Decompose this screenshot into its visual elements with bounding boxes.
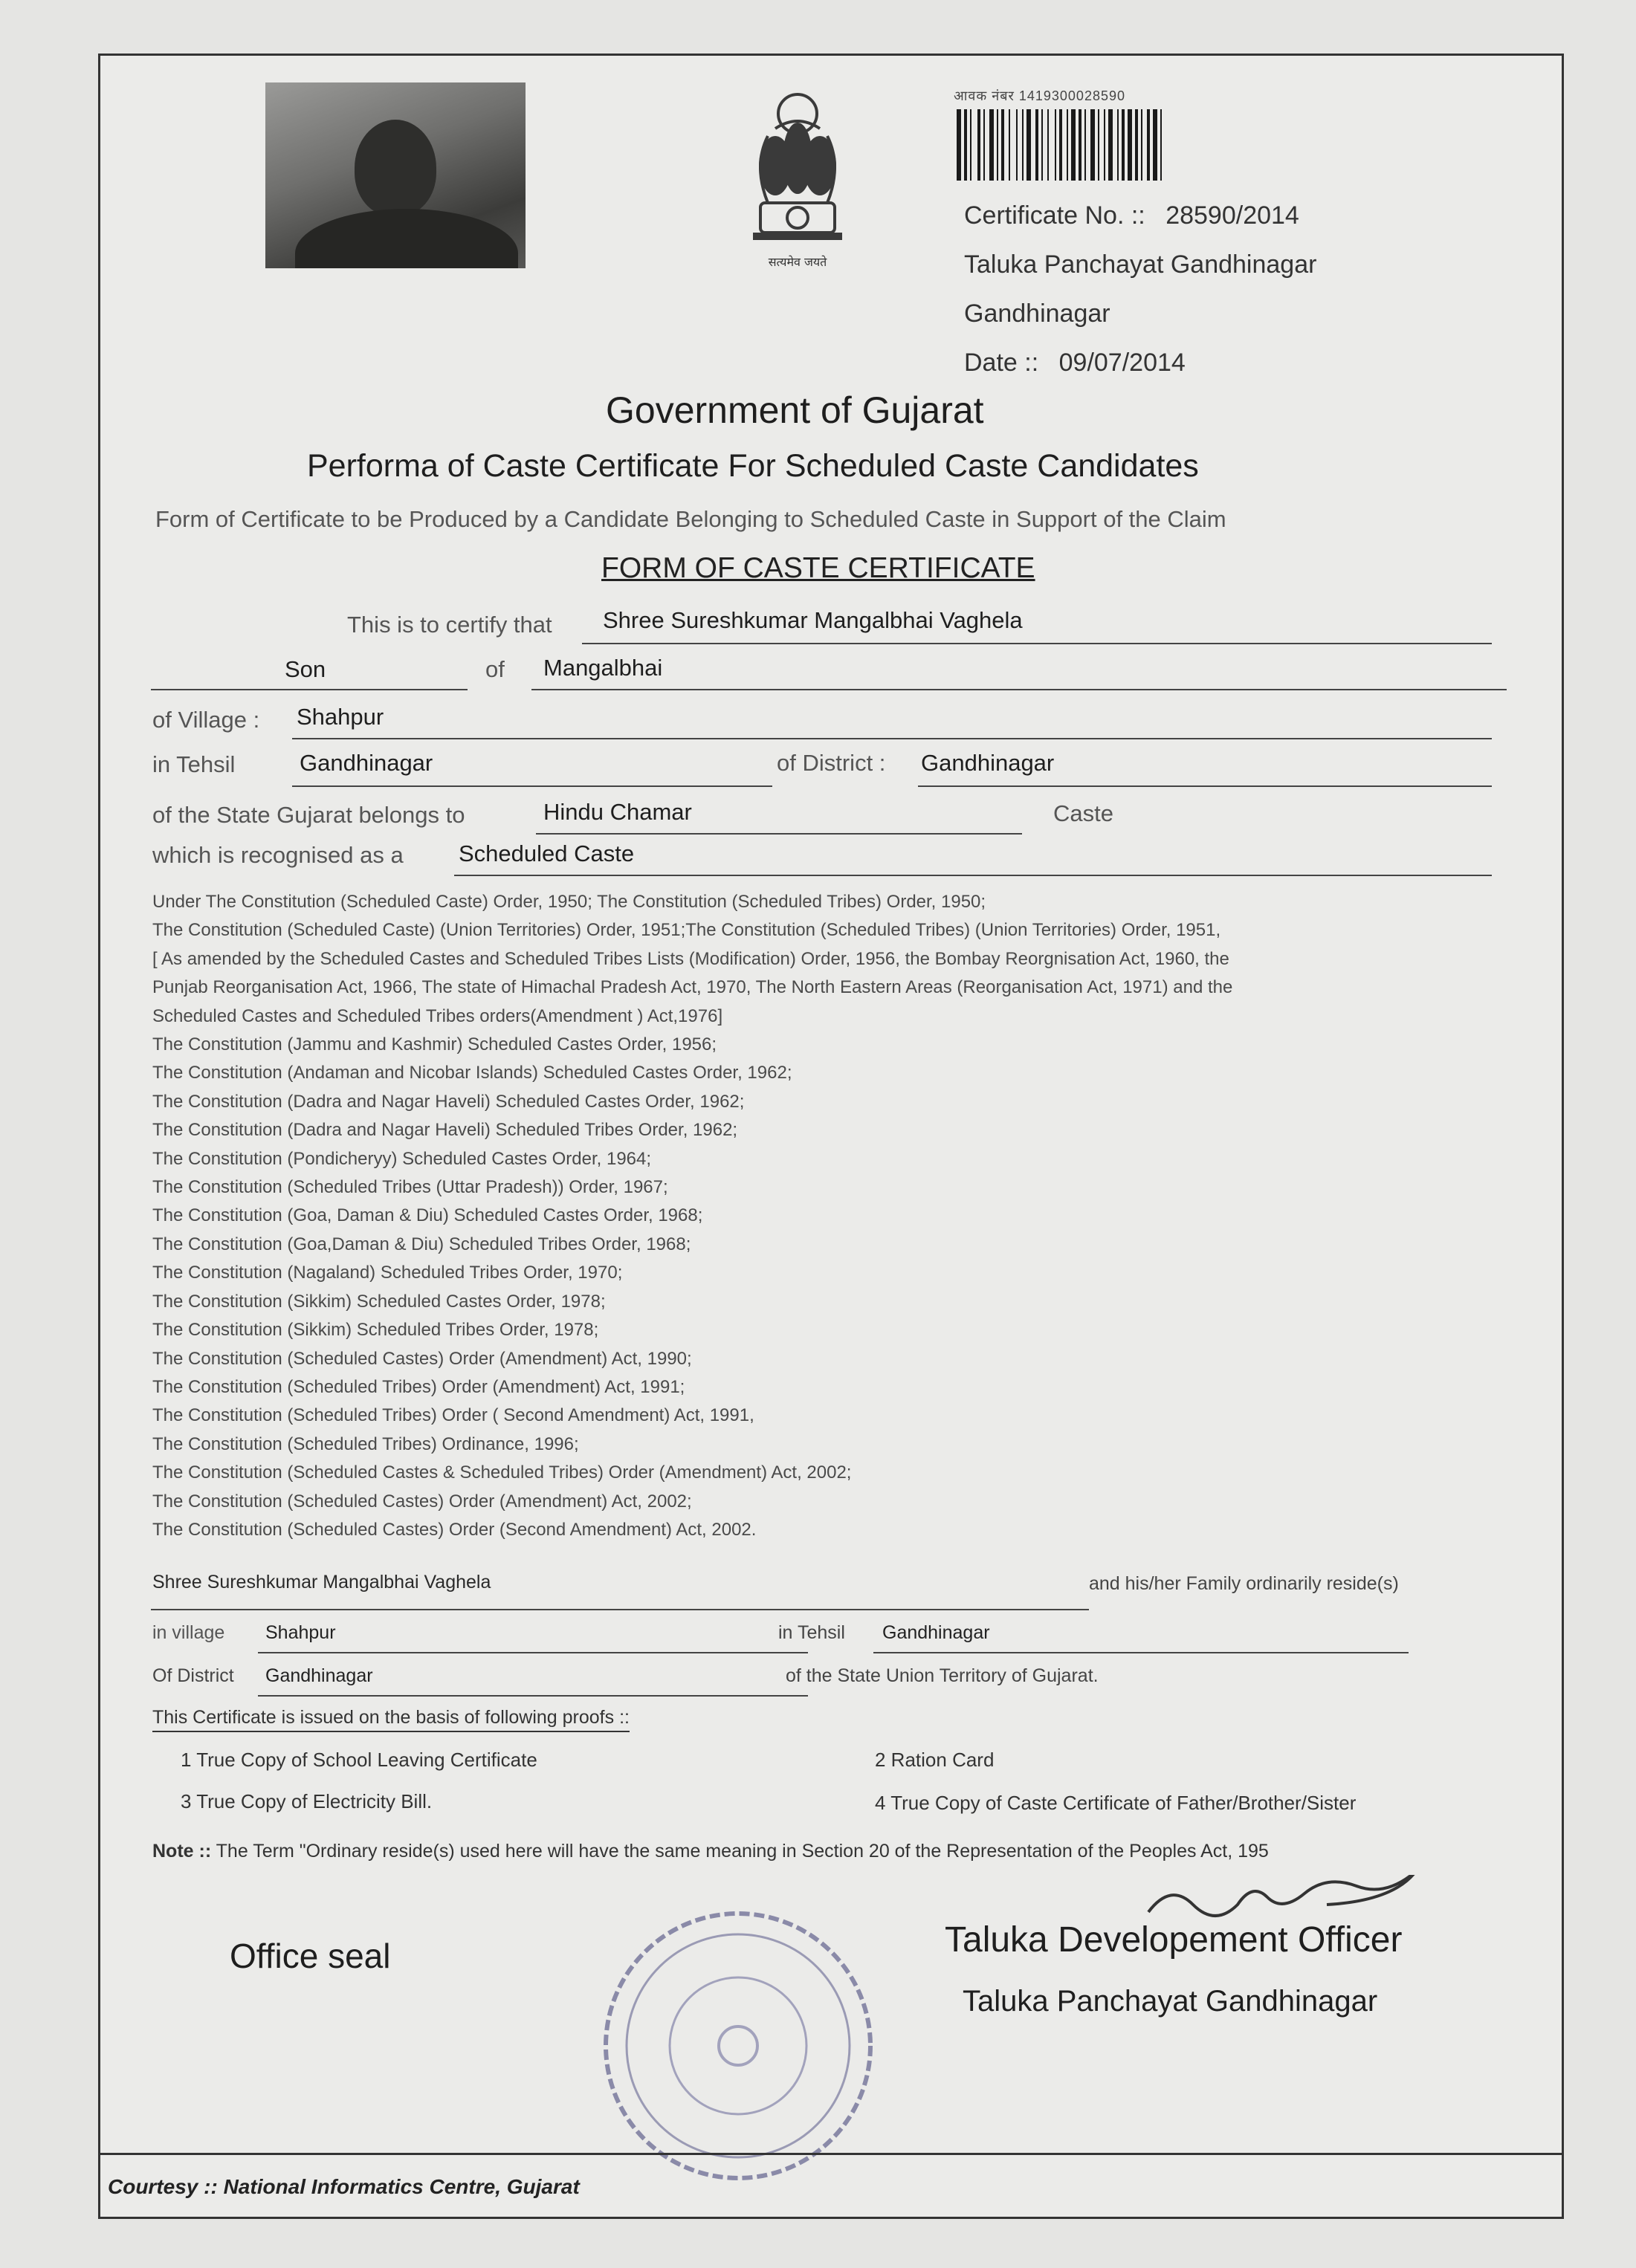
constitution-order-line: The Constitution (Pondicheryy) Scheduled Castes Order, 1964; — [152, 1148, 652, 1169]
note-label: Note :: — [152, 1841, 212, 1862]
relation-value: Son — [285, 656, 326, 682]
constitution-order-line: The Constitution (Sikkim) Scheduled Tribes Order, 1978; — [152, 1320, 599, 1341]
residence-village-underline — [258, 1652, 808, 1653]
office-line1: Taluka Panchayat Gandhinagar — [964, 250, 1317, 279]
constitution-order-line: The Constitution (Scheduled Castes & Scheduled Tribes) Order (Amendment) Act, 2002; — [152, 1462, 852, 1483]
barcode-bar — [1041, 109, 1043, 181]
barcode-bar — [1059, 109, 1062, 181]
barcode-bar — [1047, 109, 1049, 181]
reside-text: and his/her Family ordinarily reside(s) — [1089, 1573, 1399, 1594]
residence-district-underline — [258, 1695, 808, 1697]
barcode-bar — [989, 109, 994, 181]
district-label: of District : — [777, 750, 886, 776]
constitution-order-line: The Constitution (Dadra and Nagar Haveli) Scheduled Castes Order, 1962; — [152, 1091, 745, 1112]
caste-label: Caste — [1053, 800, 1113, 826]
date-value: 09/07/2014 — [1058, 349, 1186, 377]
barcode-bar — [1104, 109, 1105, 181]
form-heading: FORM OF CASTE CERTIFICATE — [601, 552, 1035, 584]
candidate-name: Shree Sureshkumar Mangalbhai Vaghela — [603, 607, 1023, 633]
note-text: The Term "Ordinary reside(s) used here will have the same meaning in Section 20 of the Representation of the Peoples Act, 195 — [216, 1841, 1269, 1862]
caste-underline — [536, 833, 1022, 835]
certificate-sheet — [98, 54, 1564, 2219]
barcode-label: आवक नंबर 1419300028590 — [954, 88, 1125, 103]
barcode-bar — [1108, 109, 1113, 181]
courtesy-text: Courtesy :: National Informatics Centre, Gujarat — [108, 2175, 580, 2198]
constitution-order-line: The Constitution (Scheduled Tribes) Order (Amendment) Act, 1991; — [152, 1376, 685, 1397]
this-is-to-certify-label: This is to certify that — [347, 612, 552, 638]
barcode-bar — [1022, 109, 1024, 181]
constitution-order-line: Scheduled Castes and Scheduled Tribes orders(Amendment ) Act,1976] — [152, 1005, 723, 1026]
proof-item-1: 1 True Copy of School Leaving Certificate — [181, 1749, 537, 1771]
barcode-bar — [1009, 109, 1010, 181]
office-line2: Gandhinagar — [964, 299, 1110, 328]
tehsil-label: in Tehsil — [152, 751, 236, 777]
constitution-order-line: Punjab Reorganisation Act, 1966, The state of Himachal Pradesh Act, 1970, The North Eastern Areas (Reorganisation Act, 1971) and the — [152, 977, 1233, 998]
certificate-no-label: Certificate No. :: — [964, 201, 1145, 230]
proof-item-2: 2 Ration Card — [875, 1749, 995, 1771]
constitution-order-line: The Constitution (Scheduled Caste) (Union Territories) Order, 1951;The Constitution (Scheduled Tribes) (Union Territories) Order, 1951, — [152, 920, 1221, 941]
constitution-order-line: Under The Constitution (Scheduled Caste) Order, 1950; The Constitution (Scheduled Tribes) Order, 1950; — [152, 892, 986, 912]
office-seal-stamp-icon — [597, 1905, 879, 2187]
recognised-underline — [454, 875, 1492, 876]
form-of-certificate-text: Form of Certificate to be Produced by a Candidate Belonging to Scheduled Caste in Support of the Claim — [155, 506, 1226, 532]
state-belongs-label: of the State Gujarat belongs to — [152, 802, 465, 828]
tehsil-underline — [292, 785, 772, 787]
residence-name: Shree Sureshkumar Mangalbhai Vaghela — [152, 1572, 491, 1593]
residence-state-text: of the State Union Territory of Gujarat. — [786, 1665, 1099, 1686]
barcode-bar — [1135, 109, 1138, 181]
barcode-bar — [957, 109, 961, 181]
village-underline — [292, 738, 1492, 739]
barcode-bar — [1153, 109, 1157, 181]
date-row — [964, 349, 1186, 378]
tehsil-value: Gandhinagar — [300, 750, 433, 776]
note — [152, 1841, 1269, 1862]
barcode-bar — [970, 109, 971, 181]
photo-head-shape — [355, 120, 436, 216]
village-label: of Village : — [152, 707, 260, 733]
constitution-order-line: The Constitution (Goa,Daman & Diu) Scheduled Tribes Order, 1968; — [152, 1234, 691, 1254]
district-underline — [918, 785, 1492, 787]
barcode-bar — [977, 109, 980, 181]
of-label: of — [485, 656, 505, 682]
barcode-bar — [1035, 109, 1038, 181]
constitution-order-line: The Constitution (Scheduled Tribes (Uttar Pradesh)) Order, 1967; — [152, 1177, 668, 1198]
constitution-order-line: [ As amended by the Scheduled Castes and Scheduled Tribes Lists (Modification) Order, 1956, the Bombay Reorgnisation Act, 1960, the — [152, 948, 1229, 969]
certificate-no-row — [964, 201, 1299, 230]
barcode-bar — [1079, 109, 1081, 181]
candidate-photo — [265, 82, 526, 268]
barcode-bar — [983, 109, 985, 181]
title-performa: Performa of Caste Certificate For Scheduled Caste Candidates — [307, 448, 1199, 484]
barcode-bar — [1141, 109, 1142, 181]
recognised-label: which is recognised as a — [152, 842, 404, 868]
barcode-bar — [1160, 109, 1162, 181]
constitution-orders-list — [152, 888, 1520, 1544]
barcode-bar — [1016, 109, 1018, 181]
barcode-bar — [1071, 109, 1076, 181]
proof-item-4: 4 True Copy of Caste Certificate of Father/Brother/Sister — [875, 1792, 1357, 1814]
barcode-bar — [1147, 109, 1150, 181]
barcode-bar — [1090, 109, 1095, 181]
residence-district-label: Of District — [152, 1665, 234, 1686]
officer-office: Taluka Panchayat Gandhinagar — [963, 1985, 1378, 2018]
residence-tehsil-underline — [873, 1652, 1409, 1653]
barcode-bar — [1117, 109, 1119, 181]
constitution-order-line: The Constitution (Sikkim) Scheduled Castes Order, 1978; — [152, 1291, 606, 1312]
constitution-order-line: The Constitution (Scheduled Castes) Order (Amendment) Act, 2002; — [152, 1491, 692, 1512]
proof-item-3: 3 True Copy of Electricity Bill. — [181, 1790, 433, 1812]
caste-name: Hindu Chamar — [543, 799, 692, 825]
barcode-bar — [1128, 109, 1132, 181]
barcode-bar — [1067, 109, 1068, 181]
title-government: Government of Gujarat — [606, 389, 984, 431]
constitution-order-line: The Constitution (Scheduled Castes) Order (Amendment) Act, 1990; — [152, 1348, 692, 1369]
constitution-order-line: The Constitution (Andaman and Nicobar Islands) Scheduled Castes Order, 1962; — [152, 1063, 792, 1083]
residence-district-value: Gandhinagar — [265, 1665, 373, 1686]
constitution-order-line: The Constitution (Goa, Daman & Diu) Scheduled Castes Order, 1968; — [152, 1205, 703, 1226]
residence-name-underline — [151, 1609, 1089, 1610]
barcode-bar — [964, 109, 967, 181]
constitution-order-line: The Constitution (Nagaland) Scheduled Tribes Order, 1970; — [152, 1263, 623, 1283]
constitution-order-line: The Constitution (Jammu and Kashmir) Scheduled Castes Order, 1956; — [152, 1034, 717, 1055]
residence-tehsil-label: in Tehsil — [778, 1622, 845, 1643]
village-value: Shahpur — [297, 704, 384, 730]
constitution-order-line: The Constitution (Scheduled Tribes) Ordinance, 1996; — [152, 1433, 579, 1454]
barcode-bar — [1084, 109, 1086, 181]
constitution-order-line: The Constitution (Scheduled Tribes) Order ( Second Amendment) Act, 1991, — [152, 1405, 754, 1426]
officer-title: Taluka Developement Officer — [945, 1920, 1403, 1960]
barcode-bar — [1001, 109, 1004, 181]
barcode-bar — [1122, 109, 1125, 181]
constitution-order-line: The Constitution (Scheduled Castes) Order (Second Amendment) Act, 2002. — [152, 1519, 757, 1540]
photo-body-shape — [295, 209, 518, 268]
emblem-motto: सत्यमेव जयते — [768, 255, 827, 269]
barcode-icon — [955, 109, 1269, 181]
residence-tehsil-value: Gandhinagar — [882, 1622, 990, 1643]
residence-village-label: in village — [152, 1622, 225, 1643]
date-label: Date :: — [964, 349, 1039, 377]
name-underline — [582, 643, 1492, 644]
district-value: Gandhinagar — [921, 750, 1055, 776]
certificate-no-value: 28590/2014 — [1165, 201, 1299, 230]
office-seal-label: Office seal — [230, 1937, 391, 1975]
constitution-order-line: The Constitution (Dadra and Nagar Haveli) Scheduled Tribes Order, 1962; — [152, 1120, 738, 1141]
barcode-bar — [1026, 109, 1031, 181]
residence-village-value: Shahpur — [265, 1622, 336, 1643]
barcode-bar — [1098, 109, 1099, 181]
footer-divider — [100, 2153, 1562, 2155]
recognised-as-value: Scheduled Caste — [459, 840, 635, 866]
national-emblem-icon — [723, 84, 872, 277]
proofs-heading: This Certificate is issued on the basis of following proofs :: — [152, 1707, 630, 1732]
barcode-bar — [997, 109, 998, 181]
father-name: Mangalbhai — [543, 655, 663, 681]
relation-underline — [151, 689, 468, 690]
barcode-bar — [1055, 109, 1056, 181]
father-underline — [531, 689, 1507, 690]
